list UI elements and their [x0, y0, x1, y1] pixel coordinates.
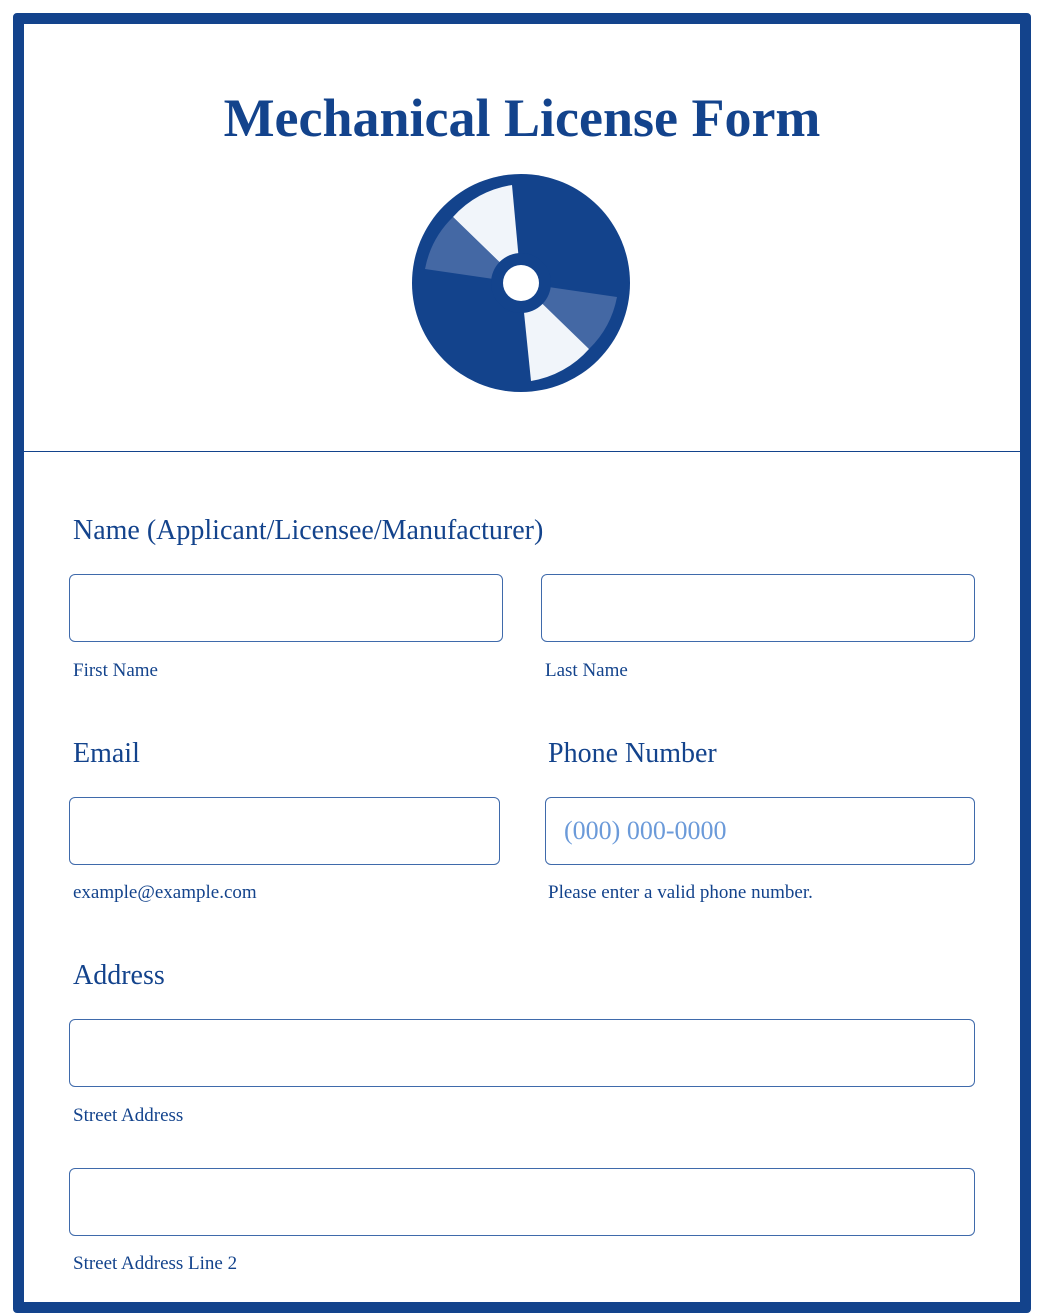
street-address-sublabel: Street Address	[73, 1105, 184, 1126]
address-label: Address	[73, 960, 165, 991]
cd-disc-icon	[411, 173, 631, 393]
email-input[interactable]	[69, 797, 500, 865]
last-name-input[interactable]	[541, 574, 975, 642]
first-name-input[interactable]	[69, 574, 503, 642]
street-address-line2-sublabel: Street Address Line 2	[73, 1253, 238, 1274]
phone-label: Phone Number	[548, 738, 717, 769]
first-name-sublabel: First Name	[73, 660, 158, 681]
street-address-line2-input[interactable]	[69, 1168, 975, 1236]
phone-sublabel: Please enter a valid phone number.	[548, 882, 813, 903]
name-label: Name (Applicant/Licensee/Manufacturer)	[73, 515, 544, 546]
form-container	[13, 13, 1031, 1313]
email-sublabel: example@example.com	[73, 882, 257, 903]
form-header	[24, 24, 1020, 452]
street-address-input[interactable]	[69, 1019, 975, 1087]
last-name-sublabel: Last Name	[545, 660, 628, 681]
email-label: Email	[73, 738, 140, 769]
phone-input[interactable]	[545, 797, 975, 865]
form-title: Mechanical License Form	[223, 88, 821, 148]
